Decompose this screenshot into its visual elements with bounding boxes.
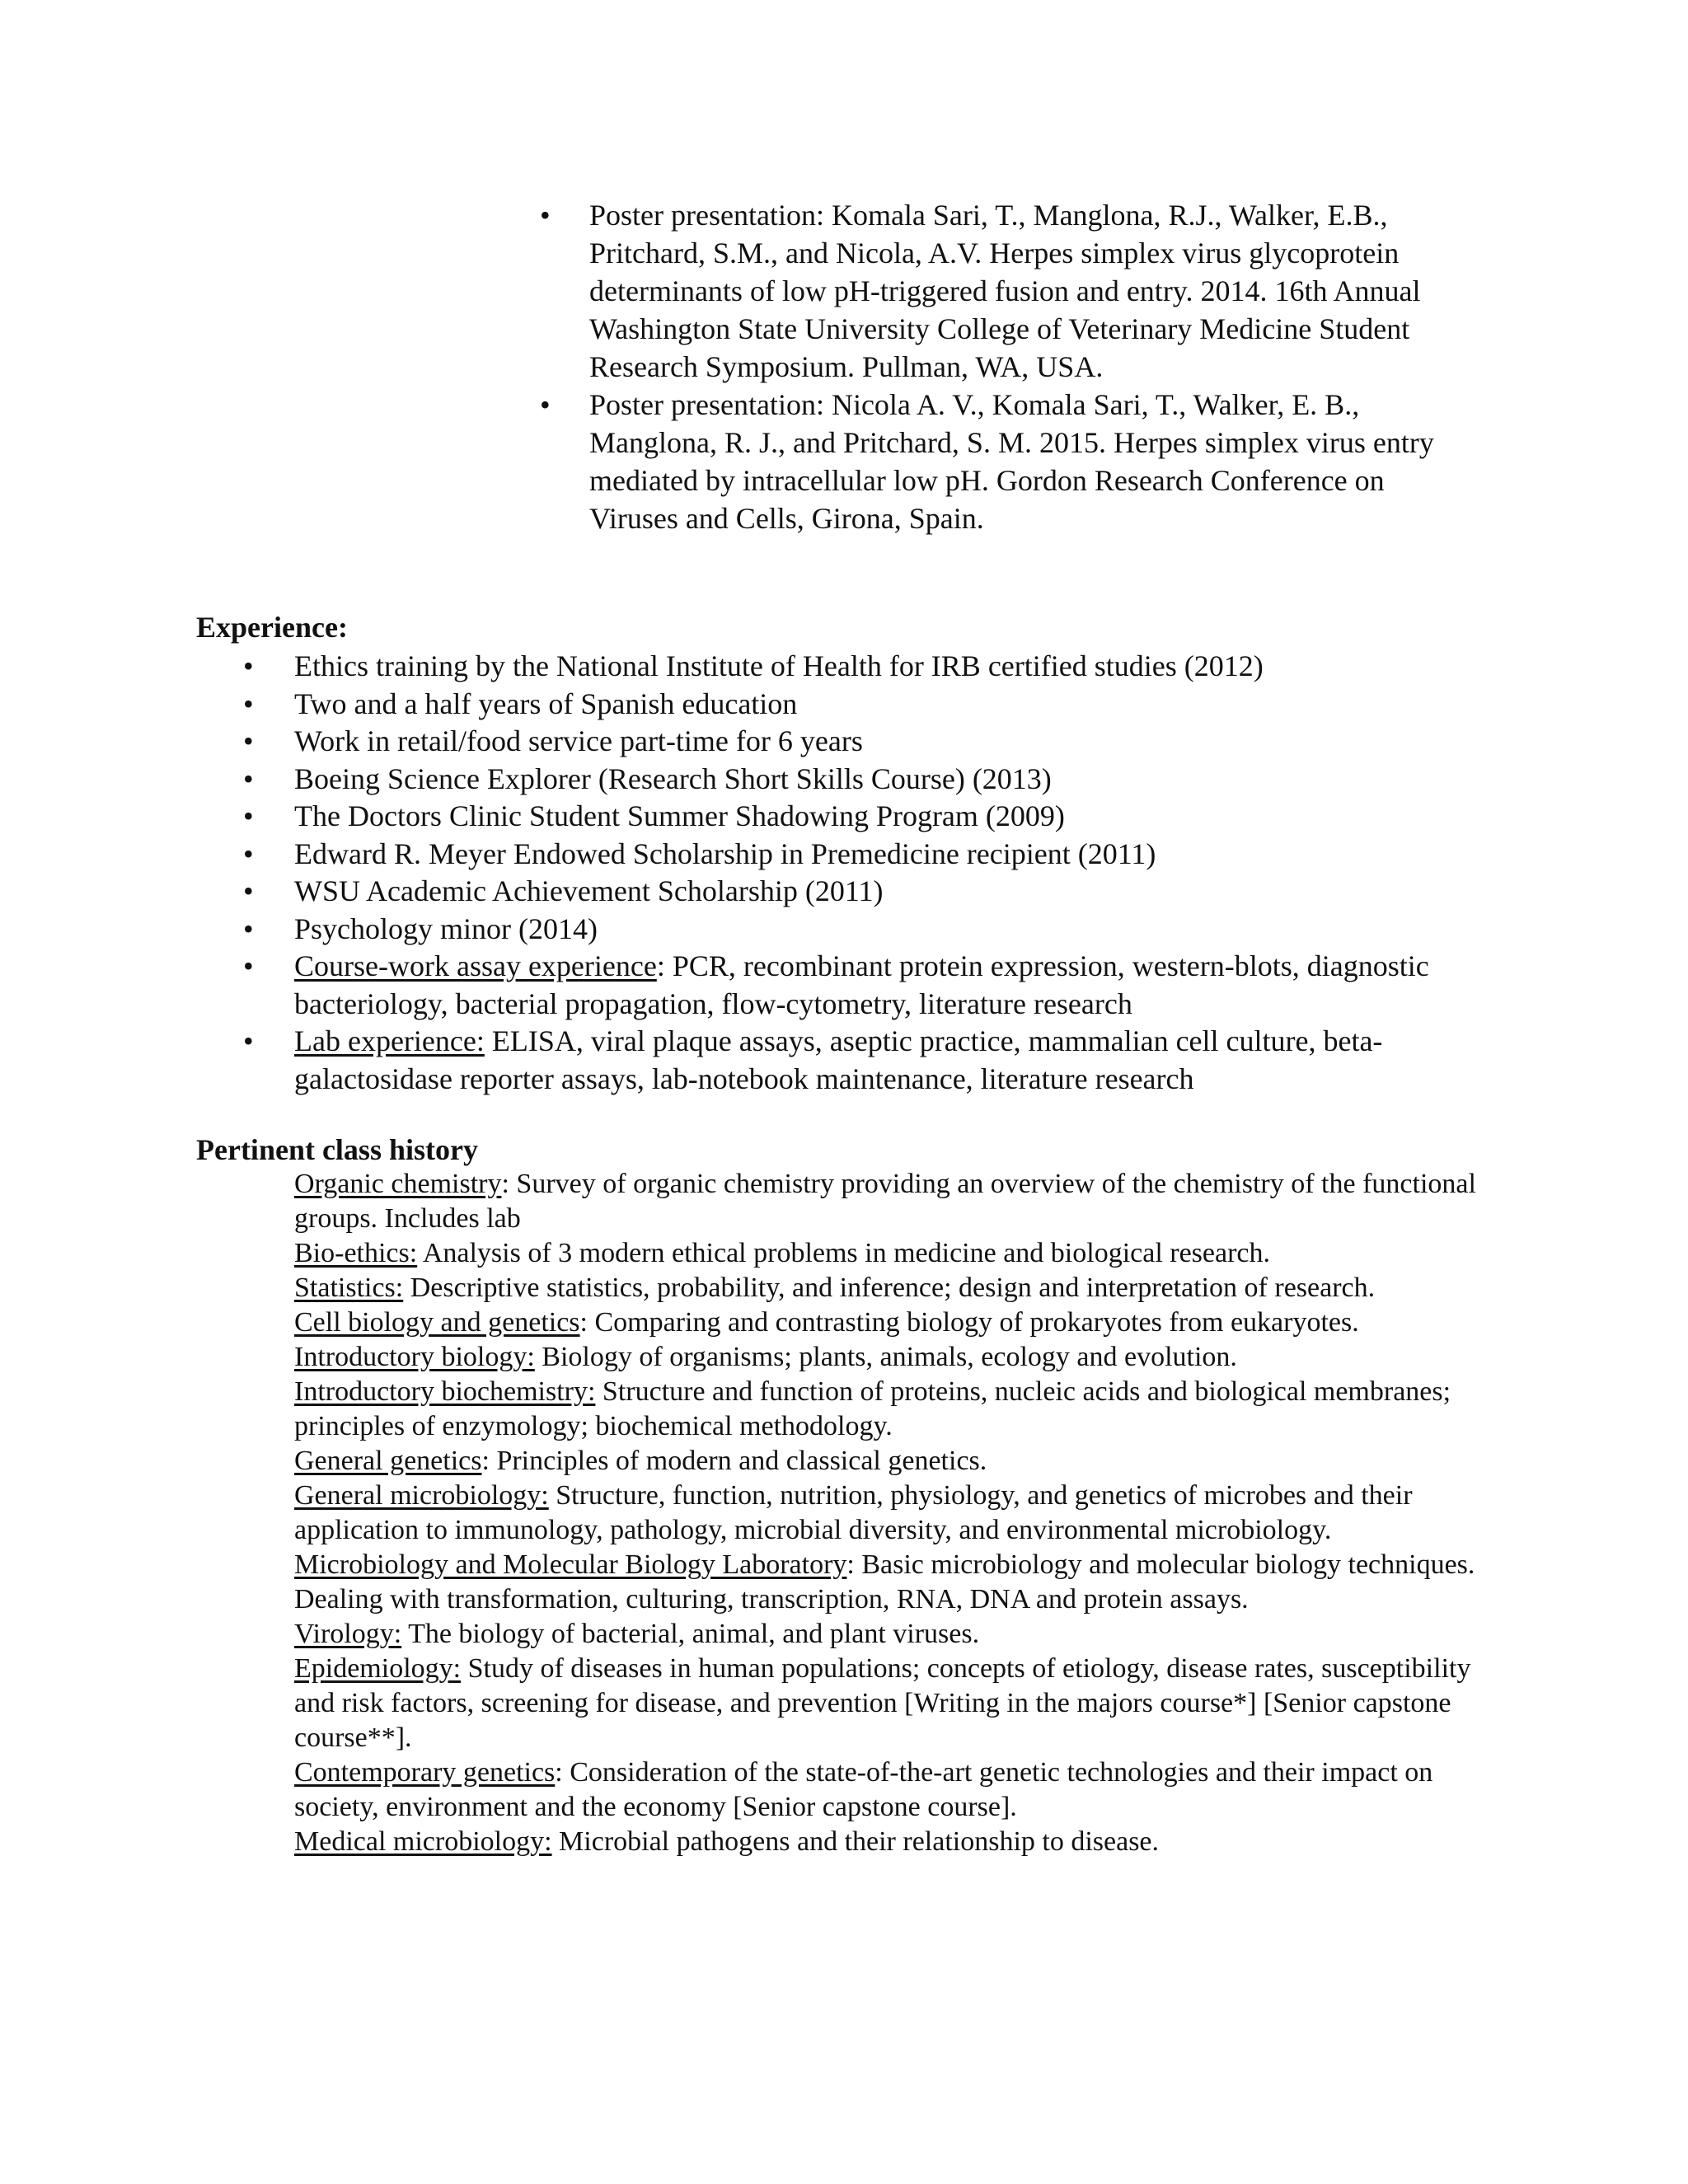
class-label: General microbiology: bbox=[294, 1480, 549, 1511]
class-item bbox=[294, 1617, 1481, 1652]
class-separator: : bbox=[481, 1446, 490, 1476]
experience-item bbox=[243, 798, 1479, 836]
experience-text: Ethics training by the National Institute of Health for IRB certified studies (2012) bbox=[294, 649, 1264, 682]
class-description: Study of diseases in human populations; concepts of etiology, disease rates, susceptibility and risk factors, screening for disease, and prevention [Writing in the majors course*] [Senior capstone course**]. bbox=[294, 1653, 1471, 1753]
experience-item bbox=[243, 761, 1479, 799]
experience-text: Boeing Science Explorer (Research Short Skills Course) (2013) bbox=[294, 762, 1052, 795]
experience-text: ELISA, viral plaque assays, aseptic practice, mammalian cell culture, beta-galactosidase reporter assays, lab-notebook maintenance, literature research bbox=[294, 1024, 1383, 1095]
class-history-list bbox=[294, 1167, 1481, 1859]
bullet: • bbox=[243, 837, 254, 870]
bullet: • bbox=[243, 762, 254, 795]
experience-text: PCR, recombinant protein expression, western-blots, diagnostic bacteriology, bacterial propagation, flow-cytometry, literature research bbox=[294, 949, 1429, 1020]
class-separator: : bbox=[555, 1757, 563, 1788]
experience-item bbox=[243, 1023, 1479, 1098]
experience-label: Course-work assay experience bbox=[294, 949, 657, 982]
class-label: Microbiology and Molecular Biology Laboratory bbox=[294, 1549, 847, 1580]
class-label: Virology: bbox=[294, 1619, 402, 1649]
bullet: • bbox=[540, 199, 551, 232]
class-item bbox=[294, 1305, 1481, 1340]
class-label: Bio-ethics: bbox=[294, 1238, 418, 1268]
class-label: Introductory biology: bbox=[294, 1342, 535, 1372]
class-description: Survey of organic chemistry providing an overview of the chemistry of the functional groups. Includes lab bbox=[294, 1169, 1476, 1234]
class-label: Contemporary genetics bbox=[294, 1757, 556, 1788]
class-item bbox=[294, 1444, 1481, 1479]
class-description: Structure, function, nutrition, physiology, and genetics of microbes and their application to immunology, pathology, microbial diversity, and environmental microbiology. bbox=[294, 1480, 1413, 1545]
class-description: Analysis of 3 modern ethical problems in medicine and biological research. bbox=[417, 1238, 1271, 1268]
class-label: Organic chemistry bbox=[294, 1169, 502, 1199]
class-description: Descriptive statistics, probability, and inference; design and interpretation of research. bbox=[403, 1272, 1376, 1303]
bullet: • bbox=[243, 724, 254, 757]
experience-item bbox=[243, 836, 1479, 874]
class-item bbox=[294, 1340, 1481, 1375]
experience-text: Edward R. Meyer Endowed Scholarship in Premedicine recipient (2011) bbox=[294, 837, 1156, 870]
experience-separator: : bbox=[656, 949, 665, 982]
class-description: Principles of modern and classical genetics. bbox=[489, 1446, 987, 1476]
experience-list bbox=[243, 648, 1479, 1098]
class-item bbox=[294, 1236, 1481, 1271]
presentation-text: Poster presentation: Nicola A. V., Komala Sari, T., Walker, E. B., Manglona, R. J., and Pritchard, S. M. 2015. Herpes simplex virus entry mediated by intracellular low pH. Gordon Research Conference on Viruses and Cells, Girona, Spain. bbox=[589, 388, 1434, 535]
class-item bbox=[294, 1755, 1481, 1825]
class-label: General genetics bbox=[294, 1446, 482, 1476]
experience-label: Lab experience: bbox=[294, 1024, 485, 1057]
presentations-list bbox=[540, 196, 1471, 537]
class-history-heading: Pertinent class history bbox=[196, 1133, 478, 1166]
experience-text: Two and a half years of Spanish education bbox=[294, 687, 798, 720]
experience-text: The Doctors Clinic Student Summer Shadowing Program (2009) bbox=[294, 799, 1065, 832]
experience-item bbox=[243, 686, 1479, 724]
presentation-text: Poster presentation: Komala Sari, T., Manglona, R.J., Walker, E.B., Pritchard, S.M., and Nicola, A.V. Herpes simplex virus glycoprotein determinants of low pH-triggered fusion and entry. 2014. 16th Annual Washington State University College of Veterinary Medicine Student Research Symposium. Pullman, WA, USA. bbox=[589, 199, 1421, 383]
class-description: The biology of bacterial, animal, and plant viruses. bbox=[401, 1619, 980, 1649]
class-separator: : bbox=[579, 1307, 588, 1338]
class-description: Consideration of the state-of-the-art genetic technologies and their impact on society, environment and the economy [Senior capstone course]. bbox=[294, 1757, 1433, 1822]
bullet: • bbox=[243, 649, 254, 682]
class-separator: : bbox=[846, 1549, 855, 1580]
bullet: • bbox=[243, 912, 254, 945]
class-description: Structure and function of proteins, nucleic acids and biological membranes; principles of enzymology; biochemical methodology. bbox=[294, 1376, 1451, 1441]
class-label: Epidemiology: bbox=[294, 1653, 462, 1684]
class-item bbox=[294, 1548, 1481, 1617]
bullet: • bbox=[243, 874, 254, 907]
class-separator: : bbox=[501, 1169, 509, 1199]
experience-item bbox=[243, 648, 1479, 686]
class-label: Medical microbiology: bbox=[294, 1826, 552, 1857]
experience-text: Work in retail/food service part-time for 6 years bbox=[294, 724, 863, 757]
experience-item bbox=[243, 948, 1479, 1023]
experience-text: Psychology minor (2014) bbox=[294, 912, 598, 945]
experience-item bbox=[243, 873, 1479, 911]
class-label: Cell biology and genetics bbox=[294, 1307, 580, 1338]
class-description: Comparing and contrasting biology of prokaryotes from eukaryotes. bbox=[588, 1307, 1359, 1338]
bullet: • bbox=[243, 949, 254, 982]
class-item bbox=[294, 1271, 1481, 1305]
class-item bbox=[294, 1479, 1481, 1548]
experience-text: WSU Academic Achievement Scholarship (2011) bbox=[294, 874, 884, 907]
class-item bbox=[294, 1825, 1481, 1859]
experience-item bbox=[243, 911, 1479, 949]
experience-heading: Experience: bbox=[196, 611, 348, 644]
class-description: Basic microbiology and molecular biology techniques. Dealing with transformation, culturing, transcription, RNA, DNA and protein assays. bbox=[294, 1549, 1475, 1615]
presentation-item bbox=[540, 386, 1471, 537]
bullet: • bbox=[243, 1024, 254, 1057]
class-description: Microbial pathogens and their relationship to disease. bbox=[551, 1826, 1160, 1857]
class-item bbox=[294, 1167, 1481, 1236]
presentation-item bbox=[540, 196, 1471, 386]
bullet: • bbox=[243, 687, 254, 720]
class-item bbox=[294, 1652, 1481, 1755]
bullet: • bbox=[243, 799, 254, 832]
class-label: Statistics: bbox=[294, 1272, 404, 1303]
class-label: Introductory biochemistry: bbox=[294, 1376, 596, 1407]
class-item bbox=[294, 1375, 1481, 1444]
bullet: • bbox=[540, 388, 551, 421]
class-description: Biology of organisms; plants, animals, ecology and evolution. bbox=[534, 1342, 1237, 1372]
experience-item bbox=[243, 723, 1479, 761]
